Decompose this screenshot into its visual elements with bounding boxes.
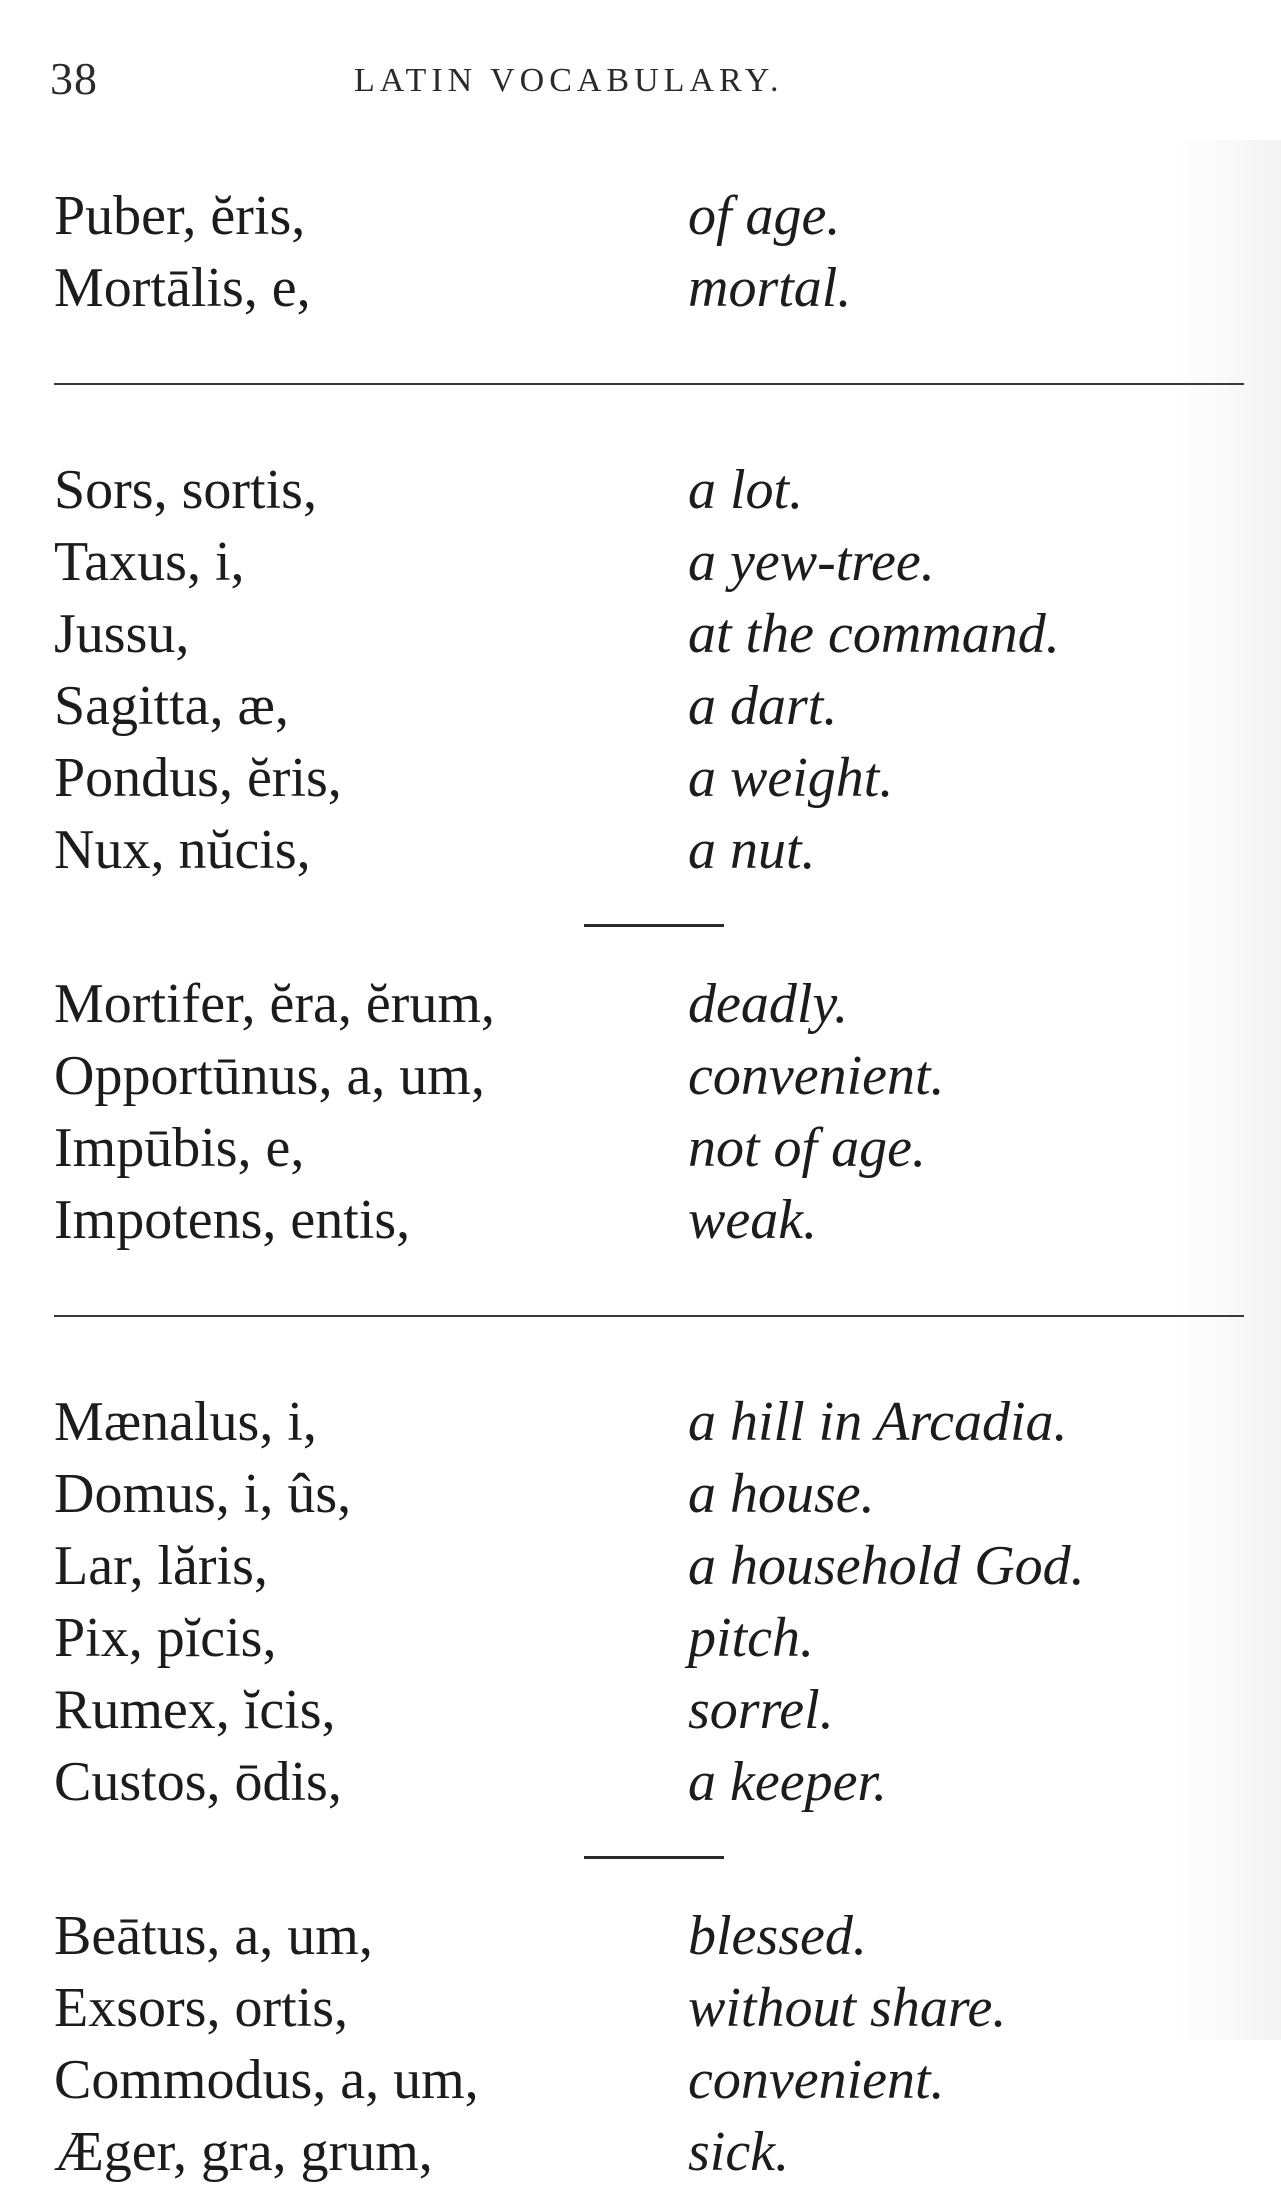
english-meaning: pitch. (688, 1607, 814, 1669)
latin-word: Nux, nŭcis, (54, 819, 311, 881)
vocab-entry (54, 526, 1244, 598)
latin-word: Sors, sortis, (54, 459, 317, 521)
latin-word: Rumex, ĭcis, (54, 1679, 336, 1741)
english-meaning: at the command. (688, 603, 1060, 665)
latin-word: Custos, ōdis, (54, 1751, 342, 1813)
short-divider (54, 1818, 1244, 1900)
latin-word: Mænalus, i, (54, 1391, 317, 1453)
latin-word: Exsors, ortis, (54, 1977, 348, 2039)
english-meaning: not of age. (688, 1117, 926, 1179)
vocab-entry (54, 670, 1244, 742)
english-meaning: convenient. (688, 2049, 945, 2111)
latin-word: Beātus, a, um, (54, 1905, 373, 1967)
latin-word: Impūbis, e, (54, 1117, 305, 1179)
english-meaning: deadly. (688, 973, 849, 1035)
english-meaning: of age. (688, 185, 841, 247)
latin-word: Jussu, (54, 603, 190, 665)
vocab-entry (54, 252, 1244, 324)
vocab-entry (54, 814, 1244, 886)
page-header (50, 40, 1230, 120)
section-divider (54, 1256, 1244, 1386)
vocabulary-list (54, 180, 1244, 2188)
running-head: LATIN VOCABULARY. (354, 62, 784, 99)
english-meaning: weak. (688, 1189, 818, 1251)
latin-word: Opportūnus, a, um, (54, 1045, 485, 1107)
english-meaning: a house. (688, 1463, 875, 1525)
latin-word: Pondus, ĕris, (54, 747, 342, 809)
vocab-entry (54, 1746, 1244, 1818)
vocab-entry (54, 1530, 1244, 1602)
vocab-entry (54, 1112, 1244, 1184)
latin-word: Lar, lăris, (54, 1535, 268, 1597)
vocab-entry (54, 1900, 1244, 1972)
latin-word: Æger, gra, grum, (54, 2121, 433, 2183)
english-meaning: a weight. (688, 747, 894, 809)
english-meaning: without share. (688, 1977, 1007, 2039)
vocab-entry (54, 454, 1244, 526)
short-divider (54, 886, 1244, 968)
vocab-entry (54, 180, 1244, 252)
english-meaning: convenient. (688, 1045, 945, 1107)
vocab-entry (54, 1386, 1244, 1458)
latin-word: Impotens, entis, (54, 1189, 411, 1251)
vocab-entry (54, 742, 1244, 814)
latin-word: Taxus, i, (54, 531, 245, 593)
vocab-entry (54, 2116, 1244, 2188)
english-meaning: a hill in Arcadia. (688, 1391, 1068, 1453)
vocab-entry (54, 1040, 1244, 1112)
english-meaning: a keeper. (688, 1751, 888, 1813)
vocab-entry (54, 1972, 1244, 2044)
latin-word: Pix, pĭcis, (54, 1607, 277, 1669)
english-meaning: blessed. (688, 1905, 867, 1967)
latin-word: Commodus, a, um, (54, 2049, 479, 2111)
vocab-entry (54, 1674, 1244, 1746)
english-meaning: sick. (688, 2121, 790, 2183)
english-meaning: a household God. (688, 1535, 1085, 1597)
vocab-entry (54, 2044, 1244, 2116)
english-meaning: a nut. (688, 819, 816, 881)
vocab-entry (54, 968, 1244, 1040)
english-meaning: sorrel. (688, 1679, 834, 1741)
page-number: 38 (50, 53, 98, 104)
latin-word: Puber, ĕris, (54, 185, 306, 247)
latin-word: Mortālis, e, (54, 257, 311, 319)
english-meaning: a yew-tree. (688, 531, 935, 593)
vocab-entry (54, 598, 1244, 670)
latin-word: Mortifer, ĕra, ĕrum, (54, 973, 495, 1035)
section-divider (54, 324, 1244, 454)
latin-word: Sagitta, æ, (54, 675, 289, 737)
latin-word: Domus, i, ûs, (54, 1463, 352, 1525)
vocab-entry (54, 1602, 1244, 1674)
english-meaning: a dart. (688, 675, 838, 737)
english-meaning: mortal. (688, 257, 852, 319)
vocab-entry (54, 1458, 1244, 1530)
vocab-entry (54, 1184, 1244, 1256)
english-meaning: a lot. (688, 459, 804, 521)
